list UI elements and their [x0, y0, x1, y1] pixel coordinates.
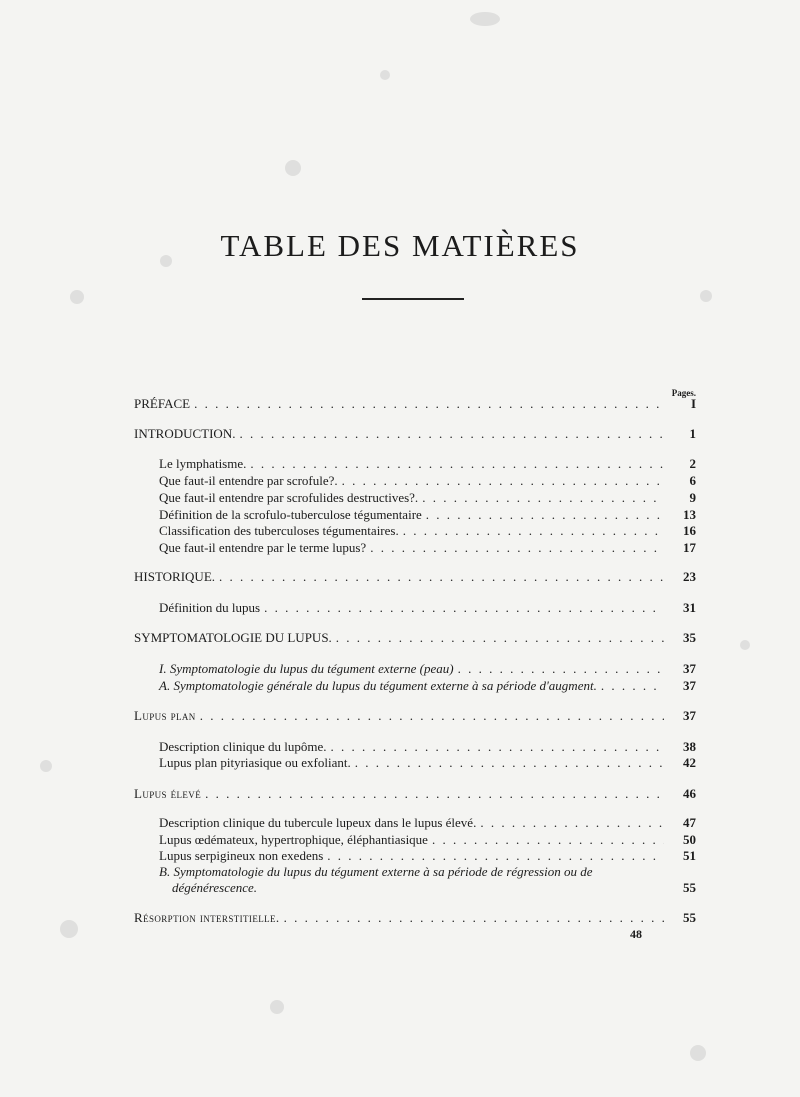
toc-entry-definition-lupus[interactable] [159, 600, 696, 616]
toc-entry-page: 1 [689, 426, 696, 441]
paper-speck [470, 12, 500, 26]
paper-speck [380, 70, 390, 80]
page-title: TABLE DES MATIÈRES [220, 228, 580, 263]
toc-entry-label: HISTORIQUE. [134, 569, 216, 584]
toc-entry-label: A. Symptomatologie générale du lupus du tégument externe à sa période d'augment. [159, 678, 597, 693]
toc-entry-lupome[interactable] [159, 739, 696, 755]
dot-leader [403, 523, 664, 539]
dot-leader [250, 456, 664, 472]
toc-entry-page: I [690, 396, 696, 411]
signature-number: 48 [630, 927, 642, 941]
dot-leader [219, 569, 664, 585]
toc-entry-page: 37 [683, 708, 696, 723]
dot-leader [200, 708, 664, 724]
toc-entry-label: Définition de la scrofulo-tuberculose tégumentaire [159, 507, 422, 522]
dot-leader [426, 507, 664, 523]
toc-entry-page: 37 [683, 678, 696, 693]
toc-entry-label: Définition du lupus [159, 600, 261, 615]
toc-entry-page: 47 [683, 815, 696, 830]
toc-entry-label: Que faut-il entendre par le terme lupus? [159, 540, 367, 555]
paper-speck [690, 1045, 706, 1061]
toc-entry-label: PRÉFACE [134, 396, 191, 411]
toc-entry-page: 9 [689, 490, 696, 505]
toc-entry-scrofule[interactable] [159, 473, 696, 489]
toc-entry-page: 17 [683, 540, 696, 555]
paper-speck [700, 290, 712, 302]
dot-leader [422, 490, 664, 506]
toc-entry-regression[interactable] [172, 880, 696, 896]
toc-entry-page: 37 [683, 661, 696, 676]
toc-entry-symptomatologie-augment[interactable] [159, 678, 696, 694]
toc-entry-label: Lupus œdémateux, hypertrophique, éléphantiasique [159, 832, 428, 847]
toc-entry-page: 23 [683, 569, 696, 584]
toc-entry-page: 2 [689, 456, 696, 471]
toc-entry-page: 16 [683, 523, 696, 538]
toc-entry-label: Lupus plan pityriasique ou exfoliant. [159, 755, 351, 770]
toc-entry-label: dégénérescence. [172, 880, 258, 895]
toc-entry-label: Lupus élevé [134, 786, 202, 801]
toc-entry-page: 35 [683, 630, 696, 645]
toc-entry-page: 55 [683, 880, 696, 895]
toc-entry-scrofulides[interactable] [159, 490, 696, 506]
toc-entry-resorption[interactable] [134, 910, 696, 926]
toc-entry-page: 51 [683, 848, 696, 863]
dot-leader [342, 473, 664, 489]
toc-entry-definition-scrofulo[interactable] [159, 507, 696, 523]
toc-entry-pityriasique[interactable] [159, 755, 696, 771]
toc-entry-page: 55 [683, 910, 696, 925]
toc-entry-label: Lupus serpigineux non exedens [159, 848, 324, 863]
toc-entry-page: 13 [683, 507, 696, 522]
toc-entry-label: Classification des tuberculoses tégumentaires. [159, 523, 399, 538]
dot-leader [331, 739, 664, 755]
dot-leader [205, 786, 664, 802]
toc-entry-lupus-eleve[interactable] [134, 786, 696, 802]
paper-speck [285, 160, 301, 176]
toc-entry-page: 31 [683, 600, 696, 615]
toc-entry-label: Description clinique du lupôme. [159, 739, 327, 754]
toc-entry-classification[interactable] [159, 523, 696, 539]
toc-entry-terme-lupus[interactable] [159, 540, 696, 556]
paper-speck [740, 640, 750, 650]
paper-speck [40, 760, 52, 772]
dot-leader [194, 396, 664, 412]
dot-leader [336, 630, 664, 646]
toc-entry-symptomatologie[interactable] [134, 630, 696, 646]
dot-leader [284, 910, 664, 926]
paper-speck [70, 290, 84, 304]
toc-entry-preface[interactable] [134, 396, 696, 412]
toc-entry-lymphatisme[interactable] [159, 456, 696, 472]
toc-entry-label: Que faut-il entendre par scrofulides destructives?. [159, 490, 419, 505]
toc-entry-oedemateux[interactable] [159, 832, 696, 848]
toc-entry-page: 6 [689, 473, 696, 488]
toc-entry-label: INTRODUCTION. [134, 426, 236, 441]
dot-leader [601, 678, 664, 694]
dot-leader [239, 426, 664, 442]
dot-leader [480, 815, 664, 831]
toc-entry-regression-line1[interactable]: B. Symptomatologie du lupus du tégument externe à sa période de régression ou de [159, 864, 593, 879]
toc-entry-label: I. Symptomatologie du lupus du tégument externe (peau) [159, 661, 454, 676]
dot-leader [370, 540, 664, 556]
toc-entry-serpigineux[interactable] [159, 848, 696, 864]
dot-leader [327, 848, 664, 864]
toc-entry-symptomatologie-peau[interactable] [159, 661, 696, 677]
toc-entry-label: SYMPTOMATOLOGIE DU LUPUS. [134, 630, 332, 645]
dot-leader [458, 661, 664, 677]
toc-entry-lupus-plan[interactable] [134, 708, 696, 724]
toc-entry-page: 38 [683, 739, 696, 754]
title-rule [362, 298, 464, 300]
dot-leader [264, 600, 664, 616]
toc-entry-page: 42 [683, 755, 696, 770]
dot-leader [432, 832, 664, 848]
toc-entry-label: Lupus plan [134, 708, 196, 723]
dot-leader [355, 755, 664, 771]
pages-column-header: Pages. [671, 388, 696, 398]
toc-entry-label: Résorption interstitielle. [134, 910, 280, 925]
toc-entry-page: 46 [683, 786, 696, 801]
toc-entry-introduction[interactable] [134, 426, 696, 442]
toc-entry-label: Description clinique du tubercule lupeux dans le lupus élevé. [159, 815, 477, 830]
paper-speck [60, 920, 78, 938]
paper-speck [270, 1000, 284, 1014]
toc-entry-historique[interactable] [134, 569, 696, 585]
toc-entry-page: 50 [683, 832, 696, 847]
toc-entry-label: Le lymphatisme. [159, 456, 247, 471]
toc-entry-label: Que faut-il entendre par scrofule?. [159, 473, 338, 488]
toc-entry-tubercule-lupeux[interactable] [159, 815, 696, 831]
